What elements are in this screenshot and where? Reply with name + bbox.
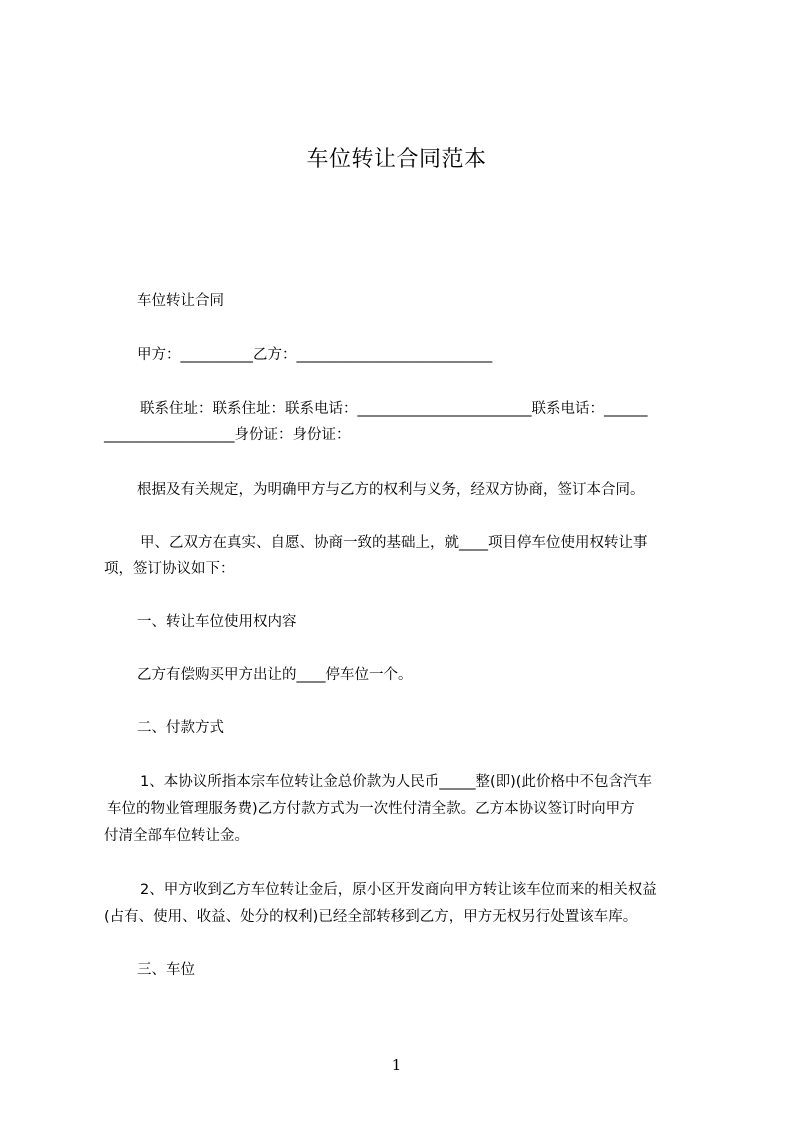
section-3-heading: 三、车位	[137, 962, 195, 978]
item-2-line-2: (占有、使用、收益、处分的权利)已经全部转移到乙方，甲方无权另行处置该车库。	[104, 909, 638, 925]
preamble-paragraph: 根据及有关规定，为明确甲方与乙方的权利与义务，经双方协商，签订本合同。	[137, 482, 645, 498]
contract-subtitle: 车位转让合同	[137, 293, 224, 309]
item-1-line-1: 1、本协议所指本宗车位转让金总价款为人民币_____整(即)(此价格中不包含汽车	[140, 774, 652, 790]
intro-line-2: 项，签订协议如下：	[104, 561, 235, 577]
contact-line-2: __________________身份证：身份证：	[104, 427, 351, 443]
section-1-body: 乙方有偿购买甲方出让的____停车位一个。	[137, 667, 413, 683]
item-1-line-2: 车位的物业管理服务费)乙方付款方式为一次性付清全款。乙方本协议签订时向甲方	[107, 801, 635, 817]
section-1-heading: 一、转让车位使用权内容	[137, 614, 297, 630]
parties-line: 甲方：__________乙方：___________________________	[137, 347, 493, 363]
item-1-line-3: 付清全部车位转让金。	[104, 828, 249, 844]
section-2-heading: 二、付款方式	[137, 720, 224, 736]
item-2-line-1: 2、甲方收到乙方车位转让金后，原小区开发商向甲方转让该车位而来的相关权益	[140, 882, 657, 898]
intro-line-1: 甲、乙双方在真实、自愿、协商一致的基础上，就____项目停车位使用权转让事	[140, 535, 648, 551]
contact-line-1: 联系住址：联系住址：联系电话：________________________联系电话：______	[140, 401, 648, 417]
document-title: 车位转让合同范本	[306, 147, 487, 172]
page-number: 1	[391, 1056, 402, 1074]
